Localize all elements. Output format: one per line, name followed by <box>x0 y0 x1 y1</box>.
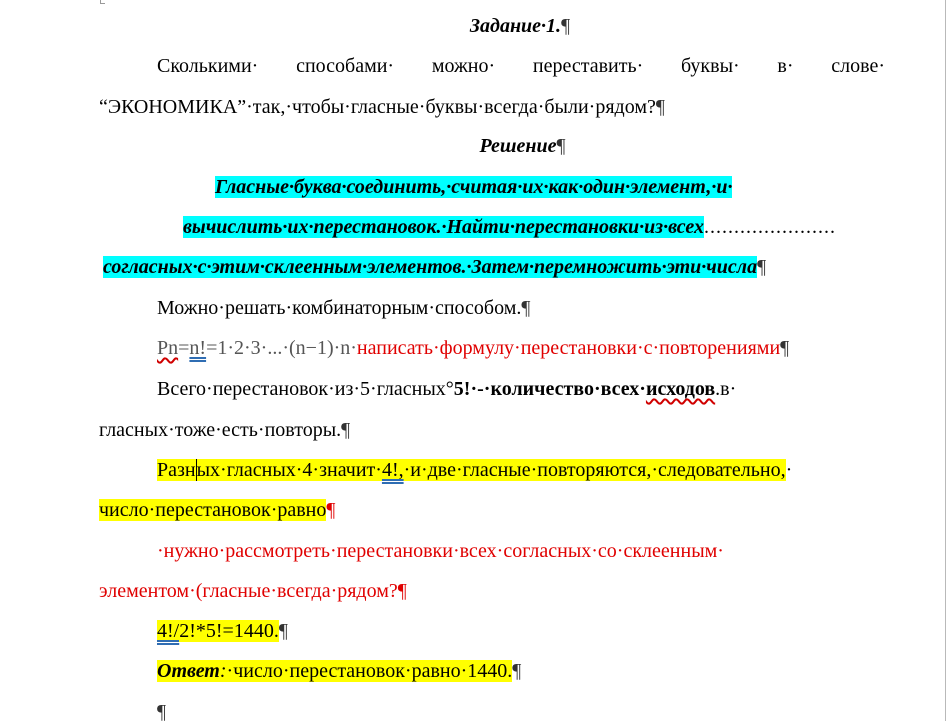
answer-line <box>157 656 951 686</box>
problem-text: “ЭКОНОМИКА”·так,·чтобы·гласные·буквы·всегда·были·рядом? <box>99 96 656 118</box>
distinct-text: ·и·две·гласные·повторяются,·следовательно, <box>403 459 786 481</box>
hint-line-2 <box>183 212 951 242</box>
problem-line-2 <box>99 92 951 122</box>
word: способами· <box>296 55 395 77</box>
pilcrow: ¶ <box>521 297 531 319</box>
distinct-factorial: 4!, <box>381 459 404 481</box>
answer-colon: : <box>219 660 227 682</box>
combinatorial-line <box>157 293 951 323</box>
formula-line <box>157 333 951 363</box>
spelling-error-word: исходов <box>645 378 716 400</box>
problem-line-1 <box>157 51 885 81</box>
distinct-line-2 <box>99 495 951 525</box>
calc-text: 2!*5!=1440. <box>179 620 279 642</box>
consider-text: ·нужно·рассмотреть·перестановки·всех·согласных·со·склеенным· <box>157 540 724 562</box>
solution-heading-text: Решение <box>479 135 557 157</box>
task-title <box>0 11 945 41</box>
total-text: гласных·тоже·есть·повторы. <box>99 419 342 441</box>
consider-line-2 <box>99 576 951 606</box>
word: Сколькими· <box>157 55 259 77</box>
pilcrow: ¶ <box>655 96 665 118</box>
solution-heading <box>0 131 945 161</box>
calc-factorial: 4!/ <box>157 620 180 642</box>
formula-pn: Pn <box>157 337 179 359</box>
distinct-text: ых·гласных·4·значит· <box>196 459 382 481</box>
total-line-2 <box>99 415 951 445</box>
word: переставить· <box>532 55 644 77</box>
total-suffix: .в· <box>715 378 737 400</box>
word: буквы· <box>681 55 740 77</box>
empty-paragraph <box>157 697 951 727</box>
tab-leader-dots: ...................... <box>704 216 837 238</box>
hint-text: вычислить·их·перестановок.·Найти·перестановки·из·всех <box>183 216 705 238</box>
pilcrow: ¶ <box>512 660 522 682</box>
pilcrow: ¶ <box>780 337 790 359</box>
formula-n-factorial: n! <box>189 337 207 359</box>
word: можно· <box>431 55 496 77</box>
distinct-text: Разн <box>157 459 196 481</box>
answer-text: ·число·перестановок·равно·1440. <box>226 660 513 682</box>
hint-line-1 <box>215 172 951 202</box>
pilcrow: ¶ <box>757 256 767 278</box>
pilcrow: ¶ <box>397 580 407 602</box>
task-title-text: Задание·1. <box>469 15 562 37</box>
formula-eq: = <box>178 337 190 359</box>
distinct-tail: · <box>785 459 793 481</box>
distinct-text: число·перестановок·равно <box>99 499 327 521</box>
hint-text: Гласные·буква·соединить,·считая·их·как·один·элемент,·и· <box>215 176 733 198</box>
consider-text: элементом·(гласные·всегда·рядом? <box>99 580 398 602</box>
pilcrow: ¶ <box>341 419 351 441</box>
hint-line-3 <box>103 252 951 282</box>
total-bold-text: 5!·-·количество·всех· <box>453 378 646 400</box>
hint-text: согласных·с·этим·склеенным·элементов.·Затем·перемножить·эти·числа <box>103 256 758 278</box>
paragraph-text: Можно·решать·комбинаторным·способом. <box>157 297 522 319</box>
total-text: Всего·перестановок·из·5·гласных° <box>157 378 454 400</box>
pilcrow: ¶ <box>326 499 336 521</box>
formula-expansion: =1·2·3·...·(n−1)·n· <box>206 337 357 359</box>
pilcrow: ¶ <box>556 135 566 157</box>
pilcrow: ¶ <box>278 620 288 642</box>
margin-corner-mark <box>100 0 105 4</box>
distinct-line-1 <box>157 455 951 485</box>
total-line-1 <box>157 374 951 404</box>
word: в· <box>777 55 794 77</box>
calculation-line <box>157 616 951 646</box>
pilcrow: ¶ <box>157 701 167 723</box>
formula-note: написать·формулу·перестановки·с·повторениями <box>356 337 781 359</box>
consider-line-1 <box>157 536 951 566</box>
pilcrow: ¶ <box>561 15 571 37</box>
answer-label: Ответ <box>157 660 220 682</box>
word: слове· <box>831 55 885 77</box>
